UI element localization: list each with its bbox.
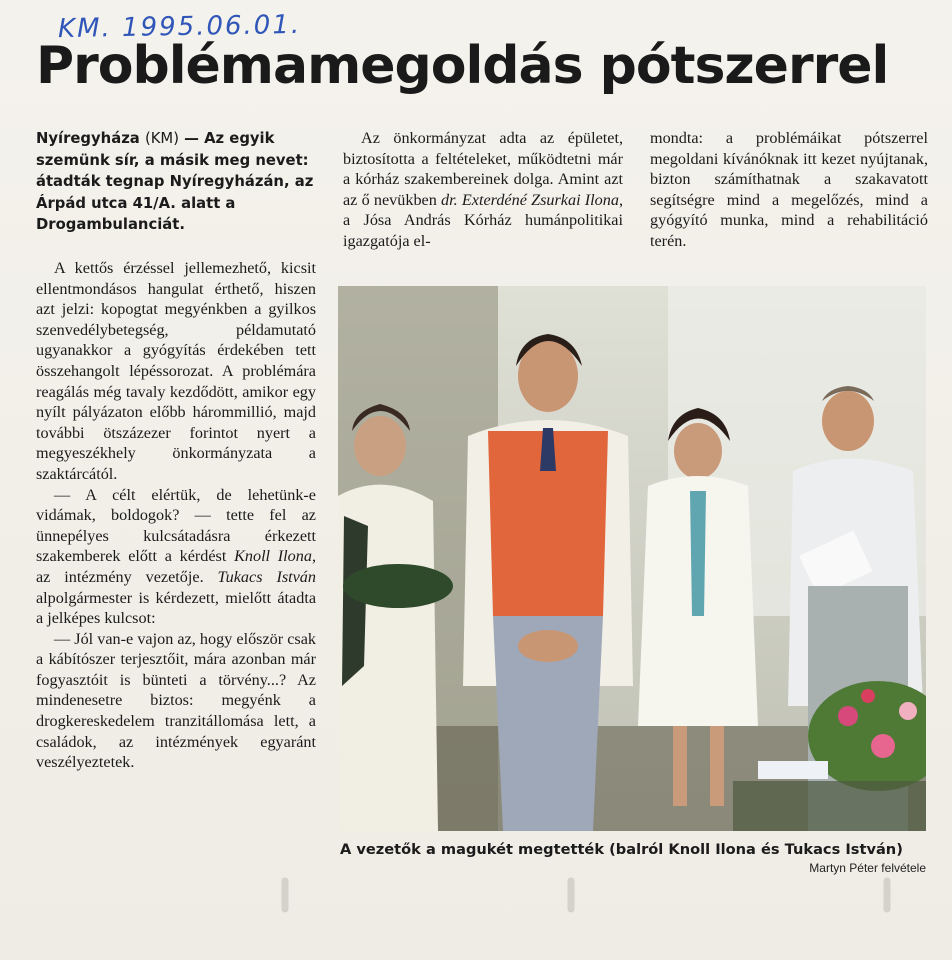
- text-run: , a Jósa András Kórház humánpolitikai igazgatója el-: [343, 190, 623, 250]
- article-lead: [36, 128, 316, 236]
- lead-text: — Az egyik szemünk sír, a másik meg nevet: átadták tegnap Nyíregyházán, az Árpád utca 41/A. alatt a Drogambulanciát.: [36, 130, 314, 233]
- person-name: dr. Exterdéné Zsurkai Ilona: [441, 190, 619, 209]
- staple-mark: [282, 878, 288, 912]
- photo-illustration: [338, 286, 926, 831]
- paragraph: [36, 485, 316, 629]
- staple-mark: [568, 878, 574, 912]
- person-name: Knoll Ilona: [234, 547, 312, 566]
- handwritten-date-stamp: KM. 1995.06.01.: [57, 9, 302, 45]
- article-headline: Problémamegoldás pótszerrel: [36, 36, 889, 96]
- lead-source: (KM): [144, 130, 179, 147]
- photo-caption: A vezetők a magukét megtették (balról Knoll Ilona és Tukacs István): [340, 841, 903, 858]
- news-photo: [338, 286, 926, 831]
- text-run: alpolgármester is kérdezett, mielőtt átadta a jelképes kulcsot:: [36, 588, 316, 628]
- text-run: , az intézmény vezetője.: [36, 547, 316, 586]
- article-column-1: [36, 258, 316, 773]
- paragraph: A kettős érzéssel jellemezhető, kicsit ellentmondásos hangulat érthető, hiszen azt jelzi: kopogtat megyénkben a gyilkos szenvedélybetegség, példamutató ugyanakkor a gyógyítás érdekében tett összehangolt lépéssorozat. A problémára reagálás még tavaly kezdődött, amikor egy nyílt pályázaton előbb hárommillió, majd további ötszázezer forintot nyert a megyeszékhely önkormányzata a szaktárcától.: [36, 259, 316, 483]
- person-name: Tukacs István: [217, 567, 316, 586]
- paragraph: mondta: a problémáikat pótszerrel megoldani kívánóknak itt kezet nyújtanak, bizton számíthatnak a szakavatott segítségre mind a megelőzés, mind a gyógyító munka, mind a rehabilitáció terén.: [650, 129, 928, 250]
- article-column-3: [650, 128, 928, 252]
- lead-place: Nyíregyháza: [36, 130, 140, 147]
- paragraph: [343, 128, 623, 252]
- text-run: — A célt elértük, de lehetünk-e vidámak, boldogok? — tette fel az ünnepélyes kulcsátadásra érkezett szakemberek előtt a kérdést: [36, 485, 316, 566]
- paragraph: — Jól van-e vajon az, hogy először csak a kábítószer terjesztőit, mára azonban már fogyasztóit is bünteti a törvény...? Az mindenesetre biztos: megyénk a drogkereskedelem tranzitállomása lett, a családok, az intézmények egyaránt veszélyeztetek.: [36, 629, 316, 772]
- staple-mark: [884, 878, 890, 912]
- photo-credit: Martyn Péter felvétele: [809, 861, 926, 875]
- article-column-2: [343, 128, 623, 252]
- text-run: Az önkormányzat adta az épületet, biztosította a feltételeket, működtetni már a kórház szakembereinek dolga. Amint azt az ő nevükben: [343, 129, 623, 209]
